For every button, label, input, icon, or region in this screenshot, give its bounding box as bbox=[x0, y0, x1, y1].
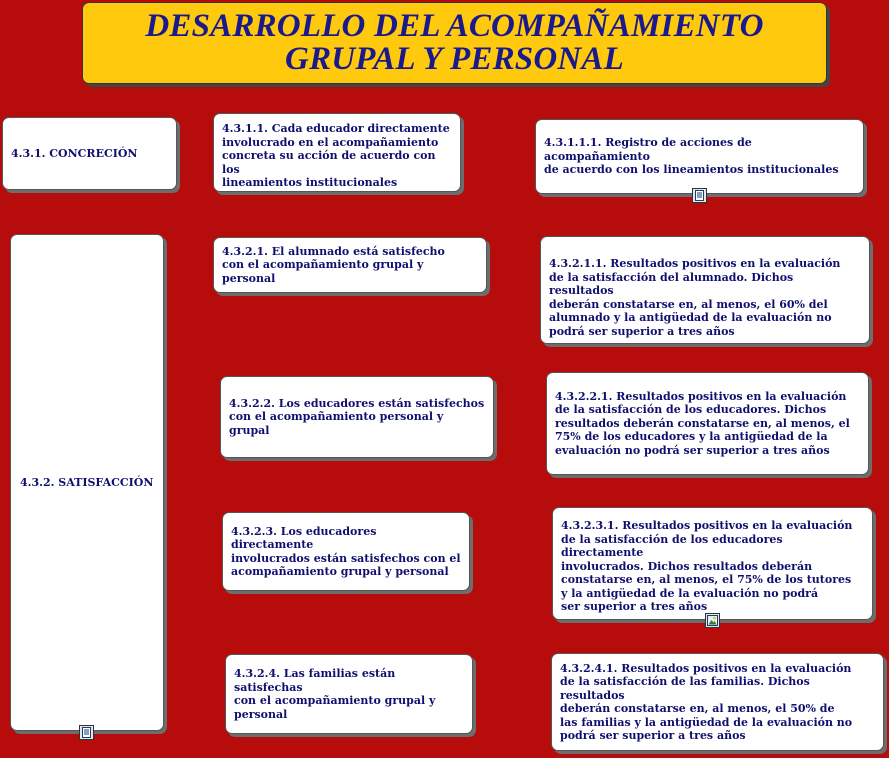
section-label: 4.3.1. CONCRECIÓN bbox=[11, 146, 138, 160]
image-icon[interactable] bbox=[705, 613, 720, 628]
indicator-4-3-1-1-1[interactable] bbox=[535, 119, 864, 194]
section-satisfaccion[interactable] bbox=[10, 234, 164, 731]
section-label: 4.3.2. SATISFACCIÓN bbox=[20, 475, 154, 489]
title-line-2: GRUPAL Y PERSONAL bbox=[285, 41, 624, 77]
criterion-4-3-2-4[interactable] bbox=[225, 654, 473, 734]
indicator-text: 4.3.2.2.1. Resultados positivos en la evaluación de la satisfacción de los educadores. Dichos resultados deberán constatarse en, al menos, el 75% de los educadores y la antigüedad de la evaluación no podrá ser superior a tres años bbox=[555, 389, 850, 457]
indicator-4-3-2-4-1[interactable] bbox=[551, 653, 884, 751]
criterion-4-3-2-3[interactable] bbox=[222, 512, 470, 591]
criterion-text: 4.3.2.3. Los educadores directamente involucrados están satisfechos con el acompañamiento grupal y personal bbox=[231, 524, 461, 578]
title-line-1: DESARROLLO DEL ACOMPAÑAMIENTO bbox=[145, 8, 764, 44]
criterion-4-3-2-2[interactable] bbox=[220, 376, 494, 458]
indicator-4-3-2-3-1[interactable] bbox=[552, 507, 873, 620]
indicator-text: 4.3.2.3.1. Resultados positivos en la evaluación de la satisfacción de los educadores directamente involucrados. Dichos resultados deberán constatarse en, al menos, el 75% de los tutores y la antigüedad de la evaluación no podrá ser superior a tres años bbox=[561, 519, 853, 613]
document-icon[interactable] bbox=[692, 188, 707, 203]
criterion-4-3-2-1[interactable] bbox=[213, 237, 487, 293]
section-concrecion[interactable] bbox=[2, 117, 177, 190]
diagram-title bbox=[82, 2, 827, 84]
indicator-text: 4.3.2.1.1. Resultados positivos en la evaluación de la satisfacción del alumnado. Dichos resultados deberán constatarse en, al menos, el 60% del alumnado y la antigüedad de la evaluación no podrá ser superior a tres años bbox=[549, 257, 841, 338]
criterion-text: 4.3.2.2. Los educadores están satisfechos con el acompañamiento personal y grupal bbox=[229, 396, 485, 437]
indicator-4-3-2-2-1[interactable] bbox=[546, 372, 869, 475]
criterion-text: 4.3.1.1. Cada educador directamente involucrado en el acompañamiento concreta su acción de acuerdo con los lineamientos institucionales bbox=[222, 122, 450, 189]
indicator-text: 4.3.1.1.1. Registro de acciones de acompañamiento de acuerdo con los lineamientos institucionales bbox=[544, 136, 839, 177]
document-icon[interactable] bbox=[79, 725, 94, 740]
criterion-4-3-1-1[interactable] bbox=[213, 113, 461, 192]
criterion-text: 4.3.2.4. Las familias están satisfechas con el acompañamiento grupal y personal bbox=[234, 667, 436, 721]
indicator-text: 4.3.2.4.1. Resultados positivos en la evaluación de la satisfacción de las familias. Dichos resultados deberán constatarse en, al menos, el 50% de las familias y la antigüedad de la evaluación no podrá ser superior a tres años bbox=[560, 661, 853, 742]
indicator-4-3-2-1-1[interactable] bbox=[540, 236, 870, 344]
criterion-text: 4.3.2.1. El alumnado está satisfecho con el acompañamiento grupal y personal bbox=[222, 244, 445, 285]
